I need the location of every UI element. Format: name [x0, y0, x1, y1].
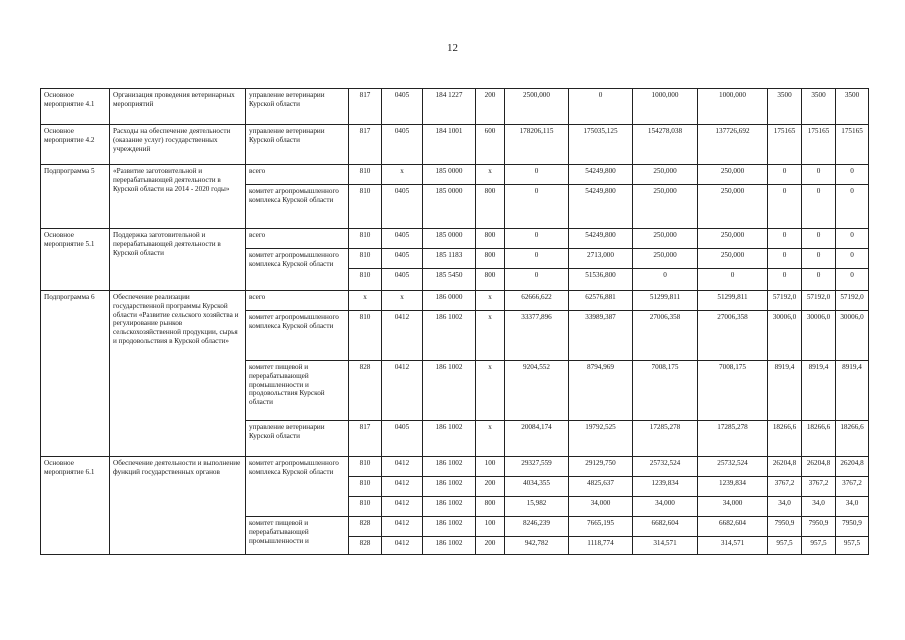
row-status: Основное мероприятие 4.2	[41, 125, 110, 165]
cell-rzpr: 0405	[382, 229, 423, 249]
cell-vr: 800	[476, 497, 505, 517]
cell-value: 3500	[768, 89, 802, 125]
row-status: Подпрограмма 6	[41, 291, 110, 457]
cell-value: 0	[768, 165, 802, 185]
row-name: «Развитие заготовительной и перерабатывающей деятельности в Курской области на 2014 - 2020 годы»	[110, 165, 246, 229]
cell-value: 6682,604	[698, 517, 768, 537]
cell-rzpr: 0412	[382, 361, 423, 421]
cell-csr: 186 1002	[423, 537, 476, 555]
cell-value: 0	[505, 185, 569, 229]
cell-grbs: 810	[349, 185, 382, 229]
cell-value: 250,000	[633, 185, 698, 229]
cell-value: 137726,692	[698, 125, 768, 165]
table-row	[41, 125, 869, 165]
cell-value: 33989,387	[569, 311, 633, 361]
row-responsible: управление ветеринарии Курской области	[246, 421, 349, 457]
row-responsible: комитет агропромышленного комплекса Курской области	[246, 311, 349, 361]
cell-value: 27006,358	[698, 311, 768, 361]
cell-value: 250,000	[633, 229, 698, 249]
cell-grbs: 828	[349, 537, 382, 555]
cell-value: 0	[569, 89, 633, 125]
cell-value: 250,000	[633, 165, 698, 185]
cell-csr: 186 1002	[423, 421, 476, 457]
cell-value: 175165	[836, 125, 869, 165]
cell-vr: х	[476, 291, 505, 311]
cell-value: 0	[836, 269, 869, 291]
row-responsible: комитет агропромышленного комплекса Курской области	[246, 457, 349, 517]
cell-vr: 100	[476, 457, 505, 477]
cell-value: 62666,622	[505, 291, 569, 311]
cell-vr: х	[476, 165, 505, 185]
cell-value: 34,0	[768, 497, 802, 517]
cell-value: 942,782	[505, 537, 569, 555]
cell-vr: 200	[476, 477, 505, 497]
cell-vr: 600	[476, 125, 505, 165]
row-name: Организация проведения ветеринарных мероприятий	[110, 89, 246, 125]
cell-rzpr: 0412	[382, 497, 423, 517]
cell-value: 15,982	[505, 497, 569, 517]
row-name: Поддержка заготовительной и перерабатывающей деятельности в Курской области	[110, 229, 246, 291]
cell-value: 30006,0	[768, 311, 802, 361]
cell-csr: 186 1002	[423, 457, 476, 477]
cell-value: 34,0	[836, 497, 869, 517]
cell-value: 0	[836, 165, 869, 185]
row-responsible: комитет пищевой и перерабатывающей промышленности и продовольствия Курской области	[246, 361, 349, 421]
row-responsible: управление ветеринарии Курской области	[246, 89, 349, 125]
cell-value: 0	[505, 269, 569, 291]
cell-csr: 185 0000	[423, 165, 476, 185]
cell-value: 3500	[802, 89, 836, 125]
cell-value: 51299,811	[698, 291, 768, 311]
cell-value: 9204,552	[505, 361, 569, 421]
cell-value: 0	[836, 249, 869, 269]
cell-value: 250,000	[698, 249, 768, 269]
cell-vr: 800	[476, 185, 505, 229]
cell-value: 0	[802, 185, 836, 229]
row-status: Основное мероприятие 5.1	[41, 229, 110, 291]
row-responsible: комитет агропромышленного комплекса Курской области	[246, 185, 349, 229]
cell-value: 7665,195	[569, 517, 633, 537]
cell-grbs: 810	[349, 477, 382, 497]
cell-vr: 800	[476, 249, 505, 269]
cell-value: 1000,000	[633, 89, 698, 125]
cell-vr: х	[476, 311, 505, 361]
cell-value: 250,000	[698, 165, 768, 185]
cell-value: 26204,8	[802, 457, 836, 477]
cell-value: 27006,358	[633, 311, 698, 361]
cell-csr: 185 0000	[423, 229, 476, 249]
cell-csr: 186 0000	[423, 291, 476, 311]
cell-value: 250,000	[698, 229, 768, 249]
table-row	[41, 457, 869, 477]
cell-value: 8919,4	[802, 361, 836, 421]
cell-value: 1118,774	[569, 537, 633, 555]
cell-value: 57192,0	[836, 291, 869, 311]
cell-vr: 200	[476, 89, 505, 125]
cell-value: 6682,604	[633, 517, 698, 537]
cell-value: 1239,834	[698, 477, 768, 497]
cell-value: 26204,8	[768, 457, 802, 477]
cell-value: 18266,6	[802, 421, 836, 457]
cell-value: 0	[768, 249, 802, 269]
cell-vr: х	[476, 361, 505, 421]
cell-value: 178206,115	[505, 125, 569, 165]
row-name: Обеспечение реализации государственной программы Курской области «Развитие сельского хозяйства и регулирование рынков сельскохозяйственной продукции, сырья и продовольствия в Курской области»	[110, 291, 246, 457]
cell-value: 1239,834	[633, 477, 698, 497]
cell-value: 3767,2	[836, 477, 869, 497]
cell-value: 3767,2	[802, 477, 836, 497]
cell-value: 2713,000	[569, 249, 633, 269]
cell-value: 30006,0	[836, 311, 869, 361]
cell-grbs: 810	[349, 497, 382, 517]
cell-value: 33377,896	[505, 311, 569, 361]
cell-value: 957,5	[836, 537, 869, 555]
cell-value: 7950,9	[802, 517, 836, 537]
cell-grbs: 810	[349, 229, 382, 249]
cell-value: 8919,4	[768, 361, 802, 421]
cell-grbs: 828	[349, 517, 382, 537]
cell-value: 34,000	[633, 497, 698, 517]
cell-value: 0	[768, 185, 802, 229]
row-responsible: всего	[246, 165, 349, 185]
cell-value: 18266,6	[836, 421, 869, 457]
cell-value: 18266,6	[768, 421, 802, 457]
cell-rzpr: 0405	[382, 249, 423, 269]
cell-grbs: 810	[349, 249, 382, 269]
cell-value: 7950,9	[836, 517, 869, 537]
cell-value: 29129,750	[569, 457, 633, 477]
cell-value: 34,0	[802, 497, 836, 517]
cell-value: 2500,000	[505, 89, 569, 125]
cell-grbs: 810	[349, 311, 382, 361]
cell-csr: 186 1002	[423, 311, 476, 361]
cell-value: 20084,174	[505, 421, 569, 457]
cell-csr: 185 5450	[423, 269, 476, 291]
cell-rzpr: 0405	[382, 269, 423, 291]
cell-value: 250,000	[633, 249, 698, 269]
row-status: Основное мероприятие 4.1	[41, 89, 110, 125]
cell-value: 0	[802, 269, 836, 291]
cell-value: 0	[836, 185, 869, 229]
cell-value: 175165	[768, 125, 802, 165]
cell-value: 17285,278	[633, 421, 698, 457]
cell-value: 0	[802, 165, 836, 185]
cell-value: 0	[698, 269, 768, 291]
cell-grbs: 810	[349, 457, 382, 477]
cell-rzpr: 0412	[382, 457, 423, 477]
cell-grbs: 817	[349, 125, 382, 165]
cell-value: 29327,559	[505, 457, 569, 477]
cell-rzpr: 0405	[382, 185, 423, 229]
cell-value: 0	[836, 229, 869, 249]
cell-value: 7008,175	[633, 361, 698, 421]
cell-rzpr: 0405	[382, 125, 423, 165]
cell-value: 7950,9	[768, 517, 802, 537]
table-row	[41, 291, 869, 311]
cell-rzpr: 0405	[382, 89, 423, 125]
cell-grbs: 817	[349, 421, 382, 457]
row-responsible: комитет агропромышленного комплекса Курской области	[246, 249, 349, 291]
cell-value: 51299,811	[633, 291, 698, 311]
cell-value: 957,5	[802, 537, 836, 555]
cell-value: 0	[768, 269, 802, 291]
cell-value: 0	[633, 269, 698, 291]
cell-value: 4034,355	[505, 477, 569, 497]
cell-value: 34,000	[569, 497, 633, 517]
cell-value: 3767,2	[768, 477, 802, 497]
cell-value: 0	[505, 249, 569, 269]
cell-value: 17285,278	[698, 421, 768, 457]
row-responsible: всего	[246, 291, 349, 311]
cell-rzpr: 0412	[382, 311, 423, 361]
cell-value: 0	[802, 229, 836, 249]
cell-grbs: 817	[349, 89, 382, 125]
cell-value: 175035,125	[569, 125, 633, 165]
cell-csr: 185 1183	[423, 249, 476, 269]
cell-vr: 100	[476, 517, 505, 537]
cell-value: 8246,239	[505, 517, 569, 537]
table-row	[41, 165, 869, 185]
cell-value: 26204,8	[836, 457, 869, 477]
cell-value: 54249,800	[569, 229, 633, 249]
cell-csr: 185 0000	[423, 185, 476, 229]
cell-csr: 186 1002	[423, 361, 476, 421]
cell-value: 1000,000	[698, 89, 768, 125]
cell-value: 25732,524	[698, 457, 768, 477]
cell-rzpr: 0412	[382, 537, 423, 555]
cell-value: 34,000	[698, 497, 768, 517]
cell-rzpr: х	[382, 291, 423, 311]
cell-csr: 186 1002	[423, 477, 476, 497]
cell-value: 250,000	[698, 185, 768, 229]
cell-grbs: 810	[349, 269, 382, 291]
cell-value: 19792,525	[569, 421, 633, 457]
row-status: Подпрограмма 5	[41, 165, 110, 229]
cell-grbs: х	[349, 291, 382, 311]
cell-value: 0	[505, 165, 569, 185]
cell-vr: х	[476, 421, 505, 457]
cell-value: 8794,969	[569, 361, 633, 421]
cell-csr: 184 1227	[423, 89, 476, 125]
cell-grbs: 810	[349, 165, 382, 185]
cell-value: 30006,0	[802, 311, 836, 361]
row-name: Расходы на обеспечение деятельности (оказание услуг) государственных учреждений	[110, 125, 246, 165]
cell-value: 54249,800	[569, 185, 633, 229]
cell-value: 3500	[836, 89, 869, 125]
cell-value: 0	[505, 229, 569, 249]
cell-rzpr: 0412	[382, 477, 423, 497]
cell-value: 51536,800	[569, 269, 633, 291]
table-row	[41, 89, 869, 125]
table-row	[41, 229, 869, 249]
cell-value: 4825,637	[569, 477, 633, 497]
cell-value: 154278,038	[633, 125, 698, 165]
cell-value: 314,571	[633, 537, 698, 555]
cell-rzpr: 0412	[382, 517, 423, 537]
cell-value: 957,5	[768, 537, 802, 555]
row-responsible: управление ветеринарии Курской области	[246, 125, 349, 165]
row-responsible: комитет пищевой и перерабатывающей промышленности и	[246, 517, 349, 555]
cell-value: 0	[768, 229, 802, 249]
cell-value: 314,571	[698, 537, 768, 555]
cell-value: 7008,175	[698, 361, 768, 421]
row-name: Обеспечение деятельности и выполнение функций государственных органов	[110, 457, 246, 555]
cell-value: 57192,0	[802, 291, 836, 311]
row-responsible: всего	[246, 229, 349, 249]
cell-value: 25732,524	[633, 457, 698, 477]
cell-vr: 800	[476, 269, 505, 291]
cell-value: 8919,4	[836, 361, 869, 421]
cell-vr: 800	[476, 229, 505, 249]
cell-value: 0	[802, 249, 836, 269]
cell-csr: 184 1001	[423, 125, 476, 165]
cell-value: 57192,0	[768, 291, 802, 311]
cell-csr: 186 1002	[423, 497, 476, 517]
cell-value: 62576,881	[569, 291, 633, 311]
cell-value: 54249,800	[569, 165, 633, 185]
budget-table	[40, 88, 869, 555]
page-number: 12	[447, 42, 458, 54]
cell-grbs: 828	[349, 361, 382, 421]
cell-rzpr: 0405	[382, 421, 423, 457]
row-status: Основное мероприятие 6.1	[41, 457, 110, 555]
cell-rzpr: х	[382, 165, 423, 185]
cell-vr: 200	[476, 537, 505, 555]
cell-value: 175165	[802, 125, 836, 165]
cell-csr: 186 1002	[423, 517, 476, 537]
